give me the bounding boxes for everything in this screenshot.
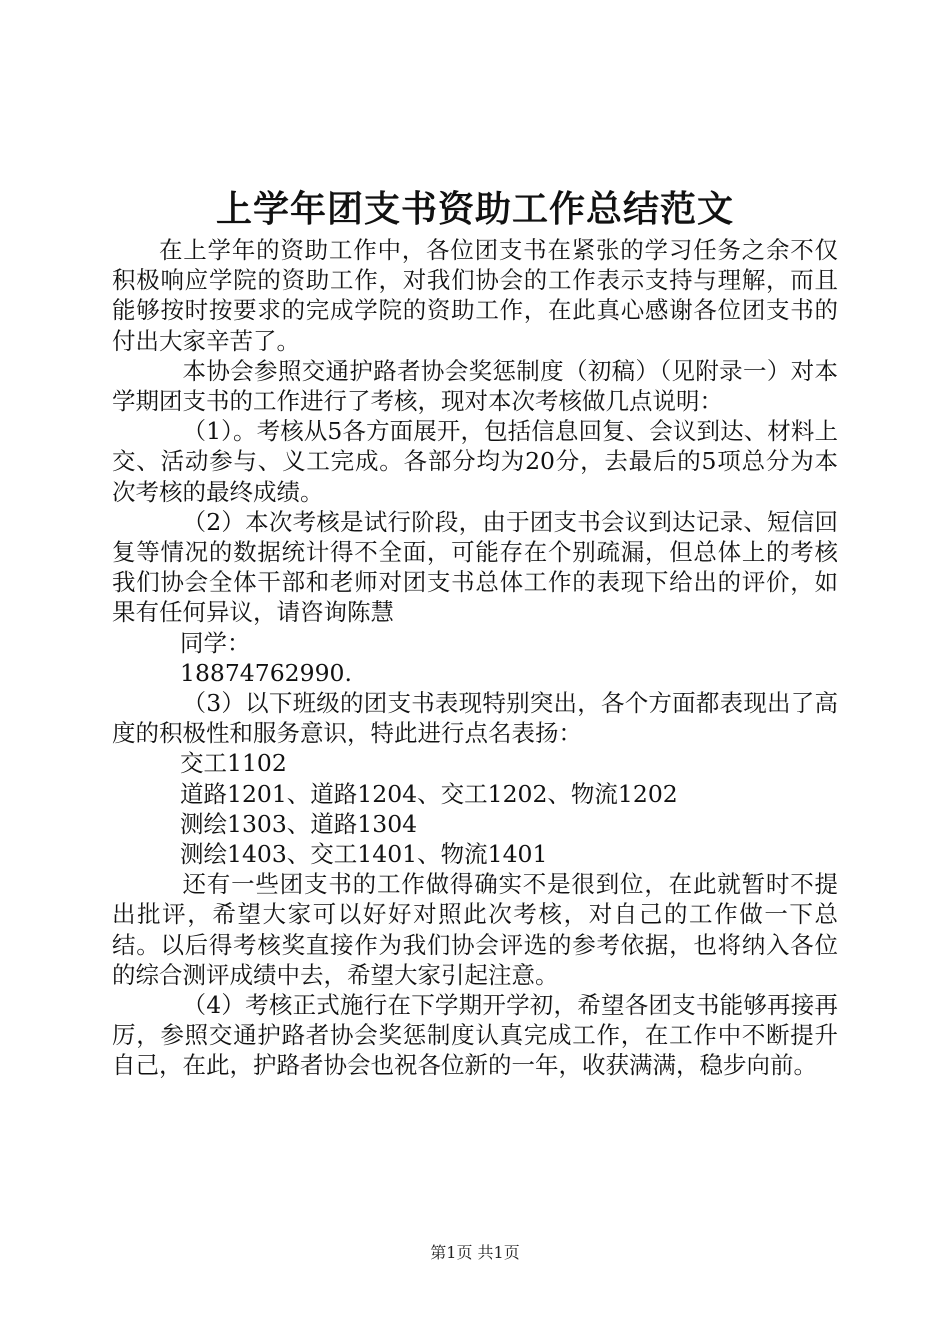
paragraph-intro: 在上学年的资助工作中，各位团支书在紧张的学习任务之余不仅积极响应学院的资助工作，对我们协会的工作表示支持与理解，而且能够按时按要求的完成学院的资助工作，在此真心感谢各位团支书的付出大家辛苦了。 [112, 236, 838, 355]
paragraph-point-3: （3）以下班级的团支书表现特别突出，各个方面都表现出了高度的积极性和服务意识，特此进行点名表扬： [112, 689, 838, 748]
paragraph-point-1: （1）。考核从5各方面展开，包括信息回复、会议到达、材料上交、活动参与、义工完成。各部分均为20分，去最后的5项总分为本次考核的最终成绩。 [112, 417, 838, 506]
paragraph-point-4: （4）考核正式施行在下学期开学初，希望各团支书能够再接再厉，参照交通护路者协会奖惩制度认真完成工作，在工作中不断提升自己，在此，护路者协会也祝各位新的一年，收获满满，稳步向前。 [112, 991, 838, 1080]
document-body [112, 235, 838, 1081]
contact-label: 同学： [180, 628, 251, 657]
document-title: 上学年团支书资助工作总结范文 [215, 188, 734, 230]
contact-phone: 18874762990. [180, 658, 352, 687]
praised-classes-line-3: 测绘1303、道路1304 [180, 809, 418, 838]
paragraph-assessment-basis: 本协会参照交通护路者协会奖惩制度（初稿）（见附录一）对本学期团支书的工作进行了考核，现对本次考核做几点说明： [112, 356, 838, 416]
praised-classes-line-1: 交工1102 [180, 749, 287, 778]
page-footer: 第1页 共1页 [430, 1243, 520, 1262]
paragraph-point-2: （2）本次考核是试行阶段，由于团支书会议到达记录、短信回复等情况的数据统计得不全面，可能存在个别疏漏，但总体上的考核我们协会全体干部和老师对团支书总体工作的表现下给出的评价，如果有任何异议，请咨询陈慧 [112, 507, 838, 627]
praised-classes-line-4: 测绘1403、交工1401、物流1401 [180, 840, 548, 869]
praised-classes-line-2: 道路1201、道路1204、交工1202、物流1202 [180, 779, 678, 808]
paragraph-reminder: 还有一些团支书的工作做得确实不是很到位，在此就暂时不提出批评，希望大家可以好好对照此次考核，对自己的工作做一下总结。以后得考核奖直接作为我们协会评选的参考依据，也将纳入各位的综合测评成绩中去，希望大家引起注意。 [112, 870, 838, 989]
